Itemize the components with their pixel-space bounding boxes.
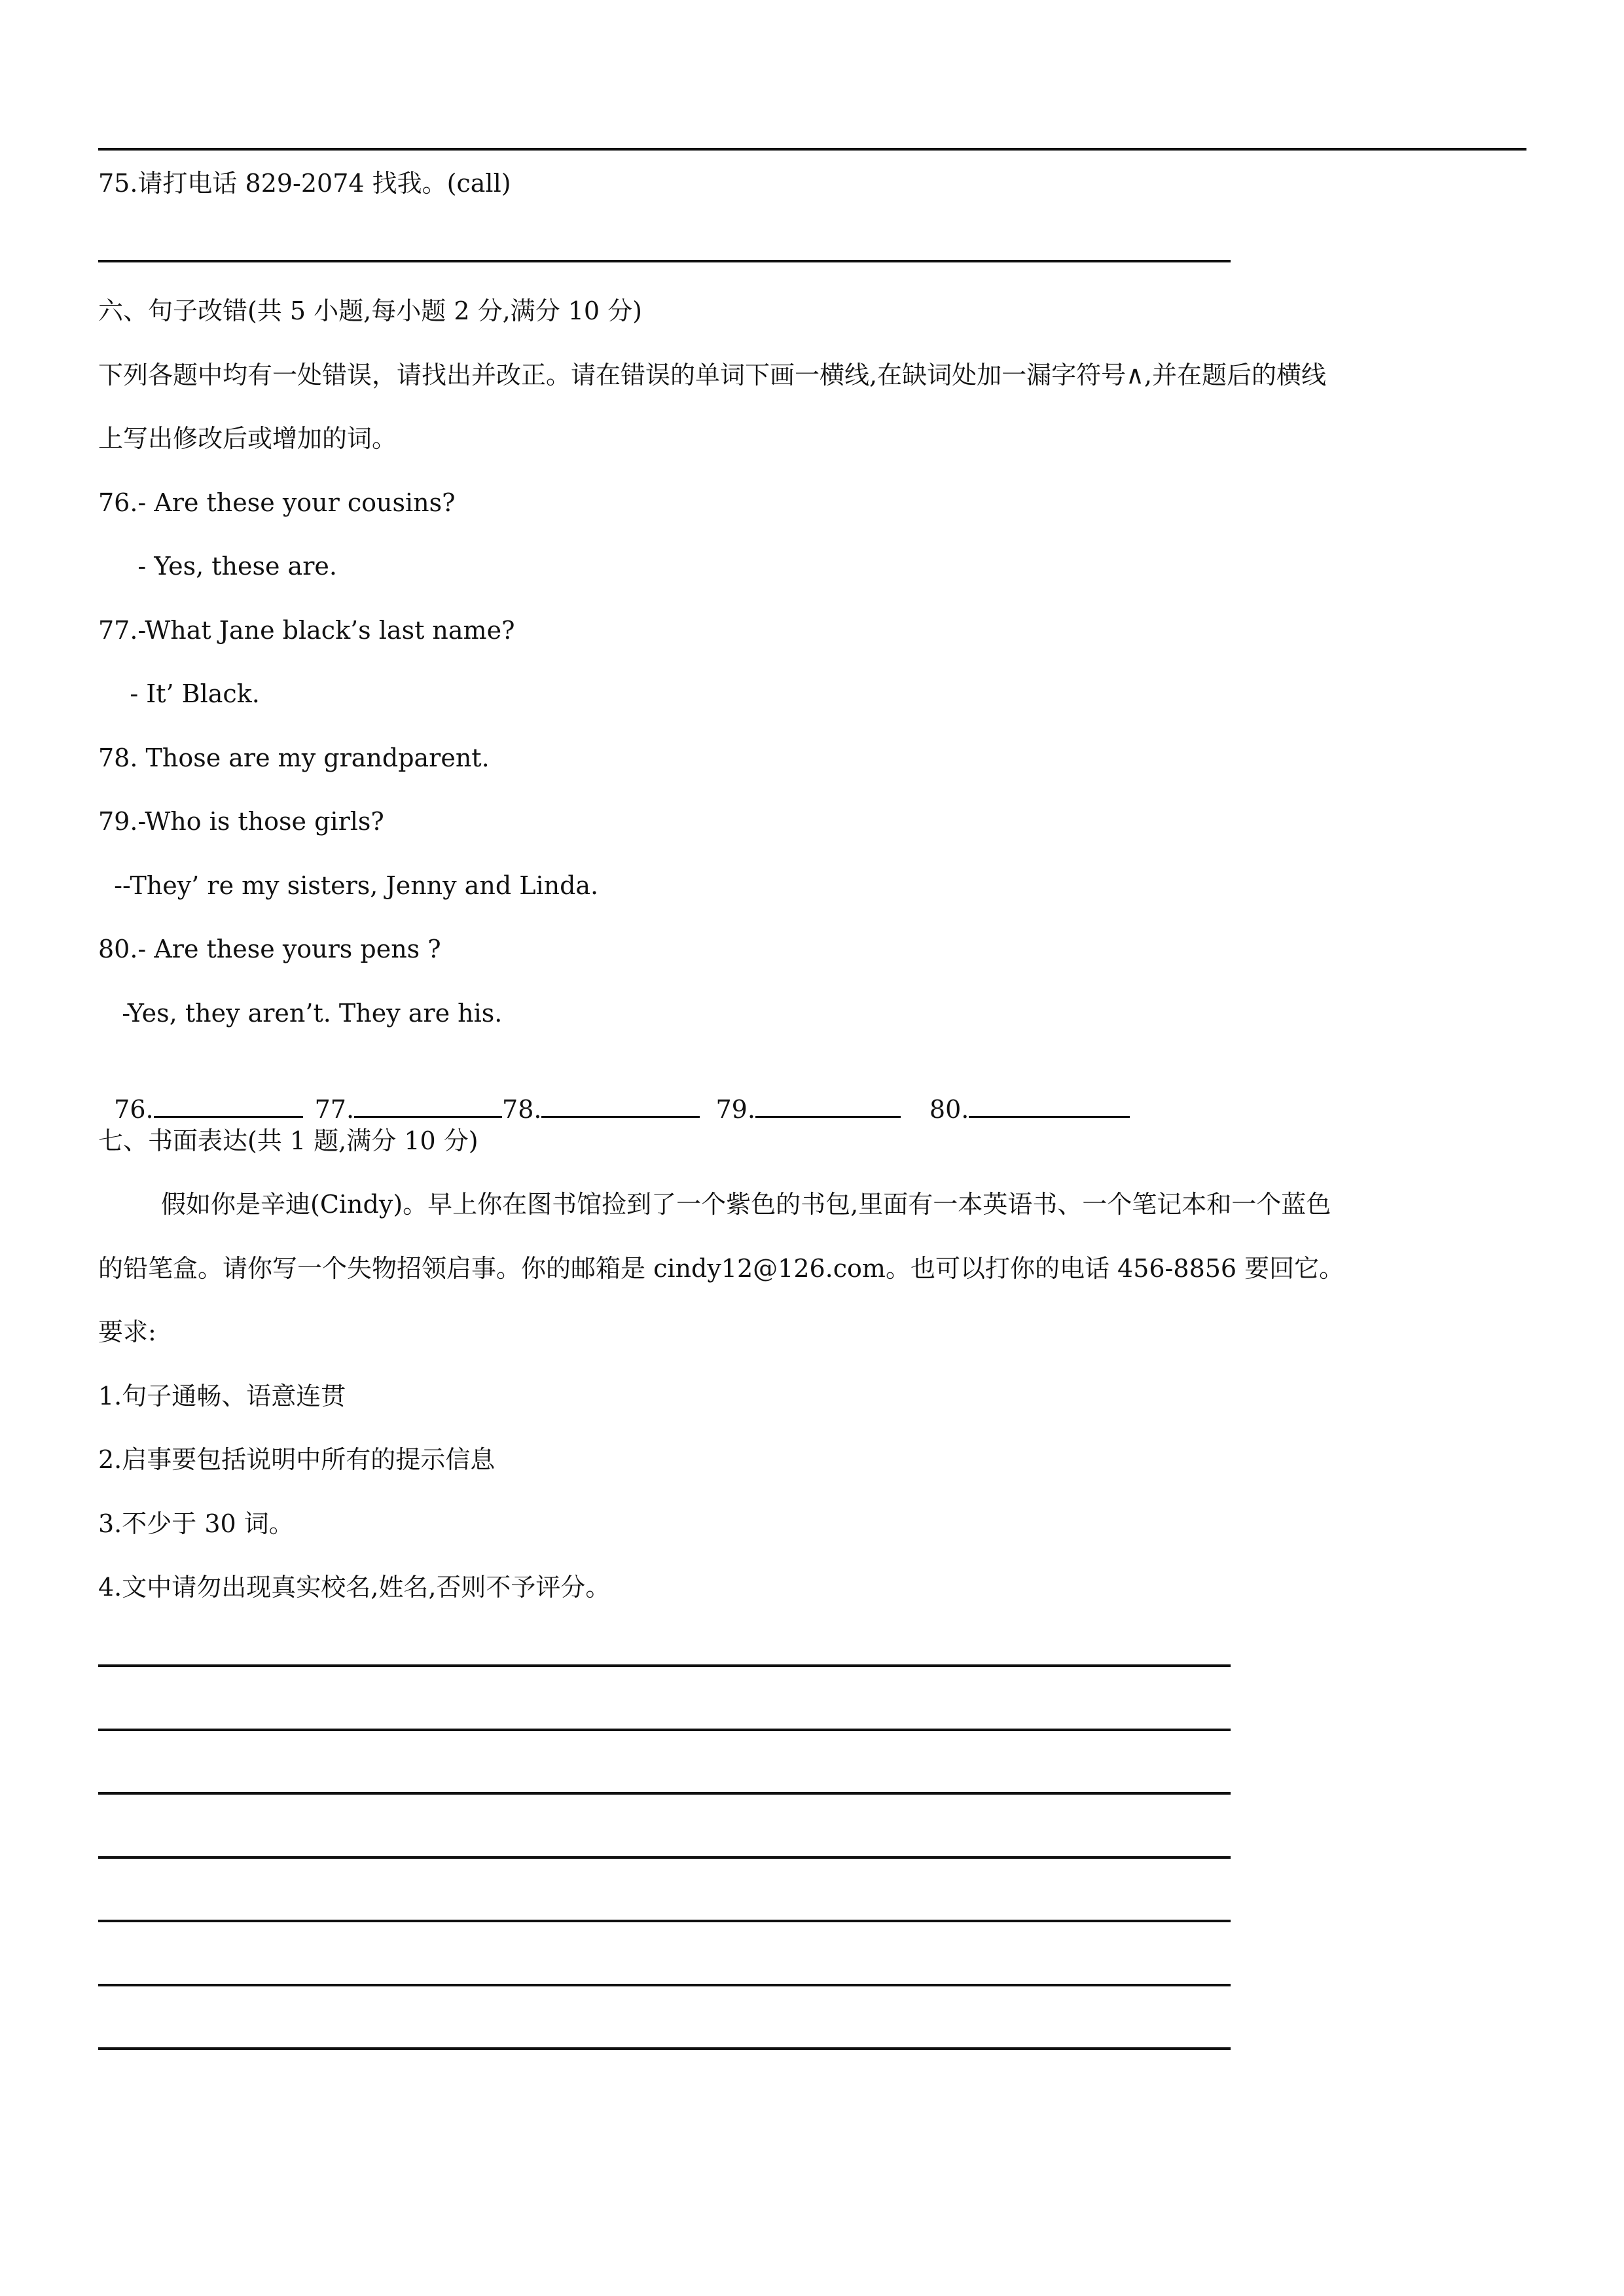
writing-line[interactable] (98, 1664, 1231, 1667)
answer-row (98, 1060, 1130, 1126)
answer-blank-80[interactable] (969, 1094, 1130, 1118)
answer-blank-78[interactable] (541, 1094, 700, 1118)
answer-blank-77[interactable] (354, 1094, 502, 1118)
q76-line: 76.- Are these your cousins? (98, 488, 456, 517)
q78-line: 78. Those are my grandparent. (98, 744, 490, 772)
requirement-3: 3.不少于 30 词。 (98, 1509, 294, 1538)
writing-line[interactable] (98, 1856, 1231, 1859)
question-75: 75.请打电话 829-2074 找我。(call) (98, 169, 511, 198)
section-7-prompt-1-text: 假如你是辛迪(Cindy)。早上你在图书馆捡到了一个紫色的书包,里面有一本英语书、一个笔记本和一个蓝色 (161, 1190, 1331, 1219)
writing-line[interactable] (98, 2047, 1231, 2050)
q76-reply: - Yes, these are. (98, 552, 337, 581)
section-6-instruction-1: 下列各题中均有一处错误，请找出并改正。请在错误的单词下画一横线,在缺词处加一漏字符号∧,并在题后的横线 (98, 361, 1326, 389)
answer-label-79: 79. (715, 1095, 755, 1124)
section-6-title: 六、句子改错(共 5 小题,每小题 2 分,满分 10 分) (98, 296, 642, 325)
requirement-4: 4.文中请勿出现真实校名,姓名,否则不予评分。 (98, 1573, 611, 1602)
answer-label-76: 76. (114, 1095, 154, 1124)
q79-reply: --They’ re my sisters, Jenny and Linda. (98, 871, 599, 900)
answer-label-78: 78. (502, 1095, 542, 1124)
q80-line: 80.- Are these yours pens ? (98, 935, 441, 963)
answer-label-77: 77. (314, 1095, 355, 1124)
q77-line: 77.-What Jane black’s last name? (98, 616, 515, 645)
section-7-prompt-2: 的铅笔盒。请你写一个失物招领启事。你的邮箱是 cindy12@126.com。也可以打你的电话 456-8856 要回它。 (98, 1254, 1344, 1283)
section-7-prompt-1 (98, 1188, 1331, 1221)
answer-line-75 (98, 260, 1231, 262)
writing-line[interactable] (98, 1792, 1231, 1795)
requirements-title: 要求: (98, 1318, 156, 1346)
section-7-title: 七、书面表达(共 1 题,满分 10 分) (98, 1126, 478, 1155)
answer-label-80: 80. (929, 1095, 969, 1124)
writing-line[interactable] (98, 1920, 1231, 1922)
requirement-2: 2.启事要包括说明中所有的提示信息 (98, 1445, 496, 1474)
answer-blank-79[interactable] (755, 1094, 901, 1118)
q77-reply: - It’ Black. (98, 679, 260, 708)
q79-line: 79.-Who is those girls? (98, 807, 384, 836)
top-rule (98, 148, 1526, 151)
requirement-1: 1.句子通畅、语意连贯 (98, 1382, 346, 1410)
writing-line[interactable] (98, 1984, 1231, 1986)
section-6-instruction-2: 上写出修改后或增加的词。 (98, 424, 397, 453)
writing-line[interactable] (98, 1729, 1231, 1731)
answer-blank-76[interactable] (154, 1094, 303, 1118)
q80-reply: -Yes, they aren’t. They are his. (98, 999, 503, 1028)
